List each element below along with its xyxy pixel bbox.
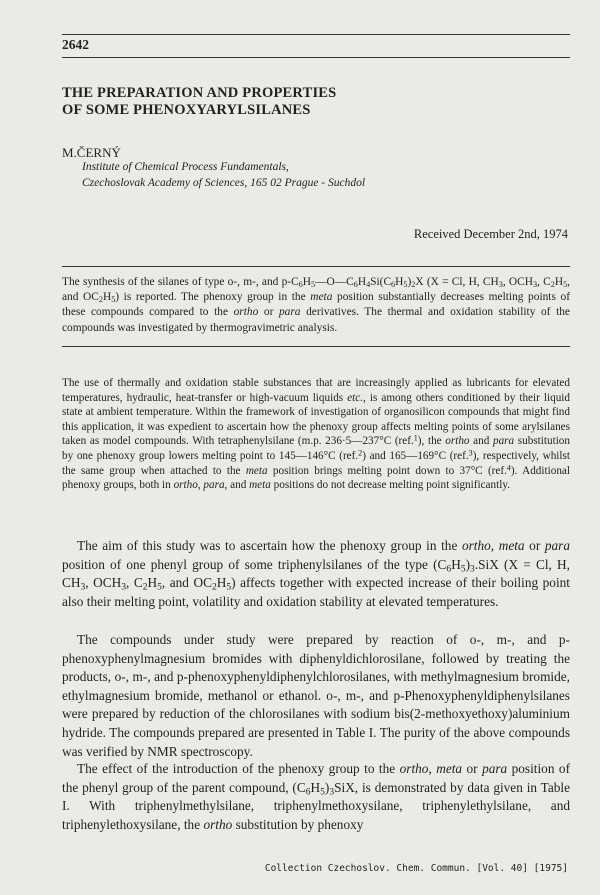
affiliation bbox=[82, 160, 365, 191]
received-date: Received December 2nd, 1974 bbox=[413, 227, 568, 241]
body-paragraph-1: The aim of this study was to ascertain how the phenoxy group in the ortho, meta or para position of one phenyl group of some triphenylsilanes of the type $(C_6H_5)_3.SiX$ (X = Cl, H, $CH_3$, $OCH_3$, $C_2H_5$, and $OC_2H_5$) affects together with expected increase of their boiling point also their melting point, volatility and oxidation stability at elevated temperatures. bbox=[62, 538, 570, 609]
header-rule-lower bbox=[62, 57, 570, 58]
article-title bbox=[62, 85, 336, 119]
body-paragraph-3: The effect of the introduction of the phenoxy group to the ortho, meta or para position of the phenyl group of the parent compound, $(C_6H_5)_3SiX$, is demonstrated by data given in Table I. With triphenylmethylsilane, triphenylmethoxysilane, triphenylethylsilane, and triphenylethoxysilane, the ortho substitution by phenoxy bbox=[62, 761, 571, 832]
abstract-rule-bottom bbox=[62, 346, 570, 347]
abstract: The synthesis of the silanes of type o-, m-, and $p-C_6H_5—O—C_6H_4Si(C_6H_5)_2X$ (X = Cl, H, $CH_3$, $OCH_3$, $C_2H_5$, and $OC_2H_5$) is reported. The phenoxy group in the meta position substantially decreases melting points of these compounds compared to the ortho or para derivatives. The thermal and oxidation stability of the compounds was investigated by thermogravimetric analysis. bbox=[62, 276, 571, 334]
title-line-2: OF SOME PHENOXYARYLSILANES bbox=[62, 102, 311, 118]
header-rule bbox=[62, 34, 570, 35]
affiliation-line-1: Institute of Chemical Process Fundamentals, bbox=[82, 161, 289, 173]
journal-footer: Collection Czechoslov. Chem. Commun. [Vol. 40] [1975] bbox=[264, 863, 568, 874]
author: M.ČERNÝ bbox=[62, 145, 121, 160]
introduction-paragraph: The use of thermally and oxidation stable substances that are increasingly applied as lubricants for elevated temperatures, hydraulic, heat-transfer or high-vacuum liquids etc., is among others conditioned by their liquid state at ambient temperature. Within the framework of investigation of organosilicon compounds that might find this application, it was expedient to ascertain how the phenoxy group affects melting points of some arylsilanes taken as model compounds. With tetraphenylsilane (m.p. 236·5—237°C (ref.$^1$), the ortho and para substitution by one phenoxy group lowers melting point to 145—146°C (ref.$^2$) and 165—169°C (ref.$^3$), respectively, whilst the same group when attached to the meta position brings melting point down to 37°C (ref.$^4$). Additional phenoxy groups, both in ortho, para, and meta positions do not decrease melting point significantly. bbox=[62, 377, 570, 492]
page-number: 2642 bbox=[62, 37, 89, 52]
body-paragraph-2: The compounds under study were prepared by reaction of o-, m-, and p-phenoxyphenylmagnesium bromides with diphenyldichlorosilane, followed by treating the products, o-, m-, and p-phenoxyphenyldiphenylchlorosilanes, with methylmagnesium bromide, ethylmagnesium bromide, methanol or ethanol. o-, m-, and p-Phenoxyphenyldiphenylsilanes were prepared by reduction of the chlorosilanes with sodium bis(2-methoxyethoxy)aluminium hydride. The compounds prepared are presented in Table I. The purity of the above compounds was verified by NMR spectroscopy. bbox=[62, 632, 570, 759]
affiliation-line-2: Czechoslovak Academy of Sciences, 165 02 Prague - Suchdol bbox=[82, 176, 366, 189]
title-line-1: THE PREPARATION AND PROPERTIES bbox=[62, 85, 337, 101]
abstract-rule-top bbox=[62, 266, 570, 267]
